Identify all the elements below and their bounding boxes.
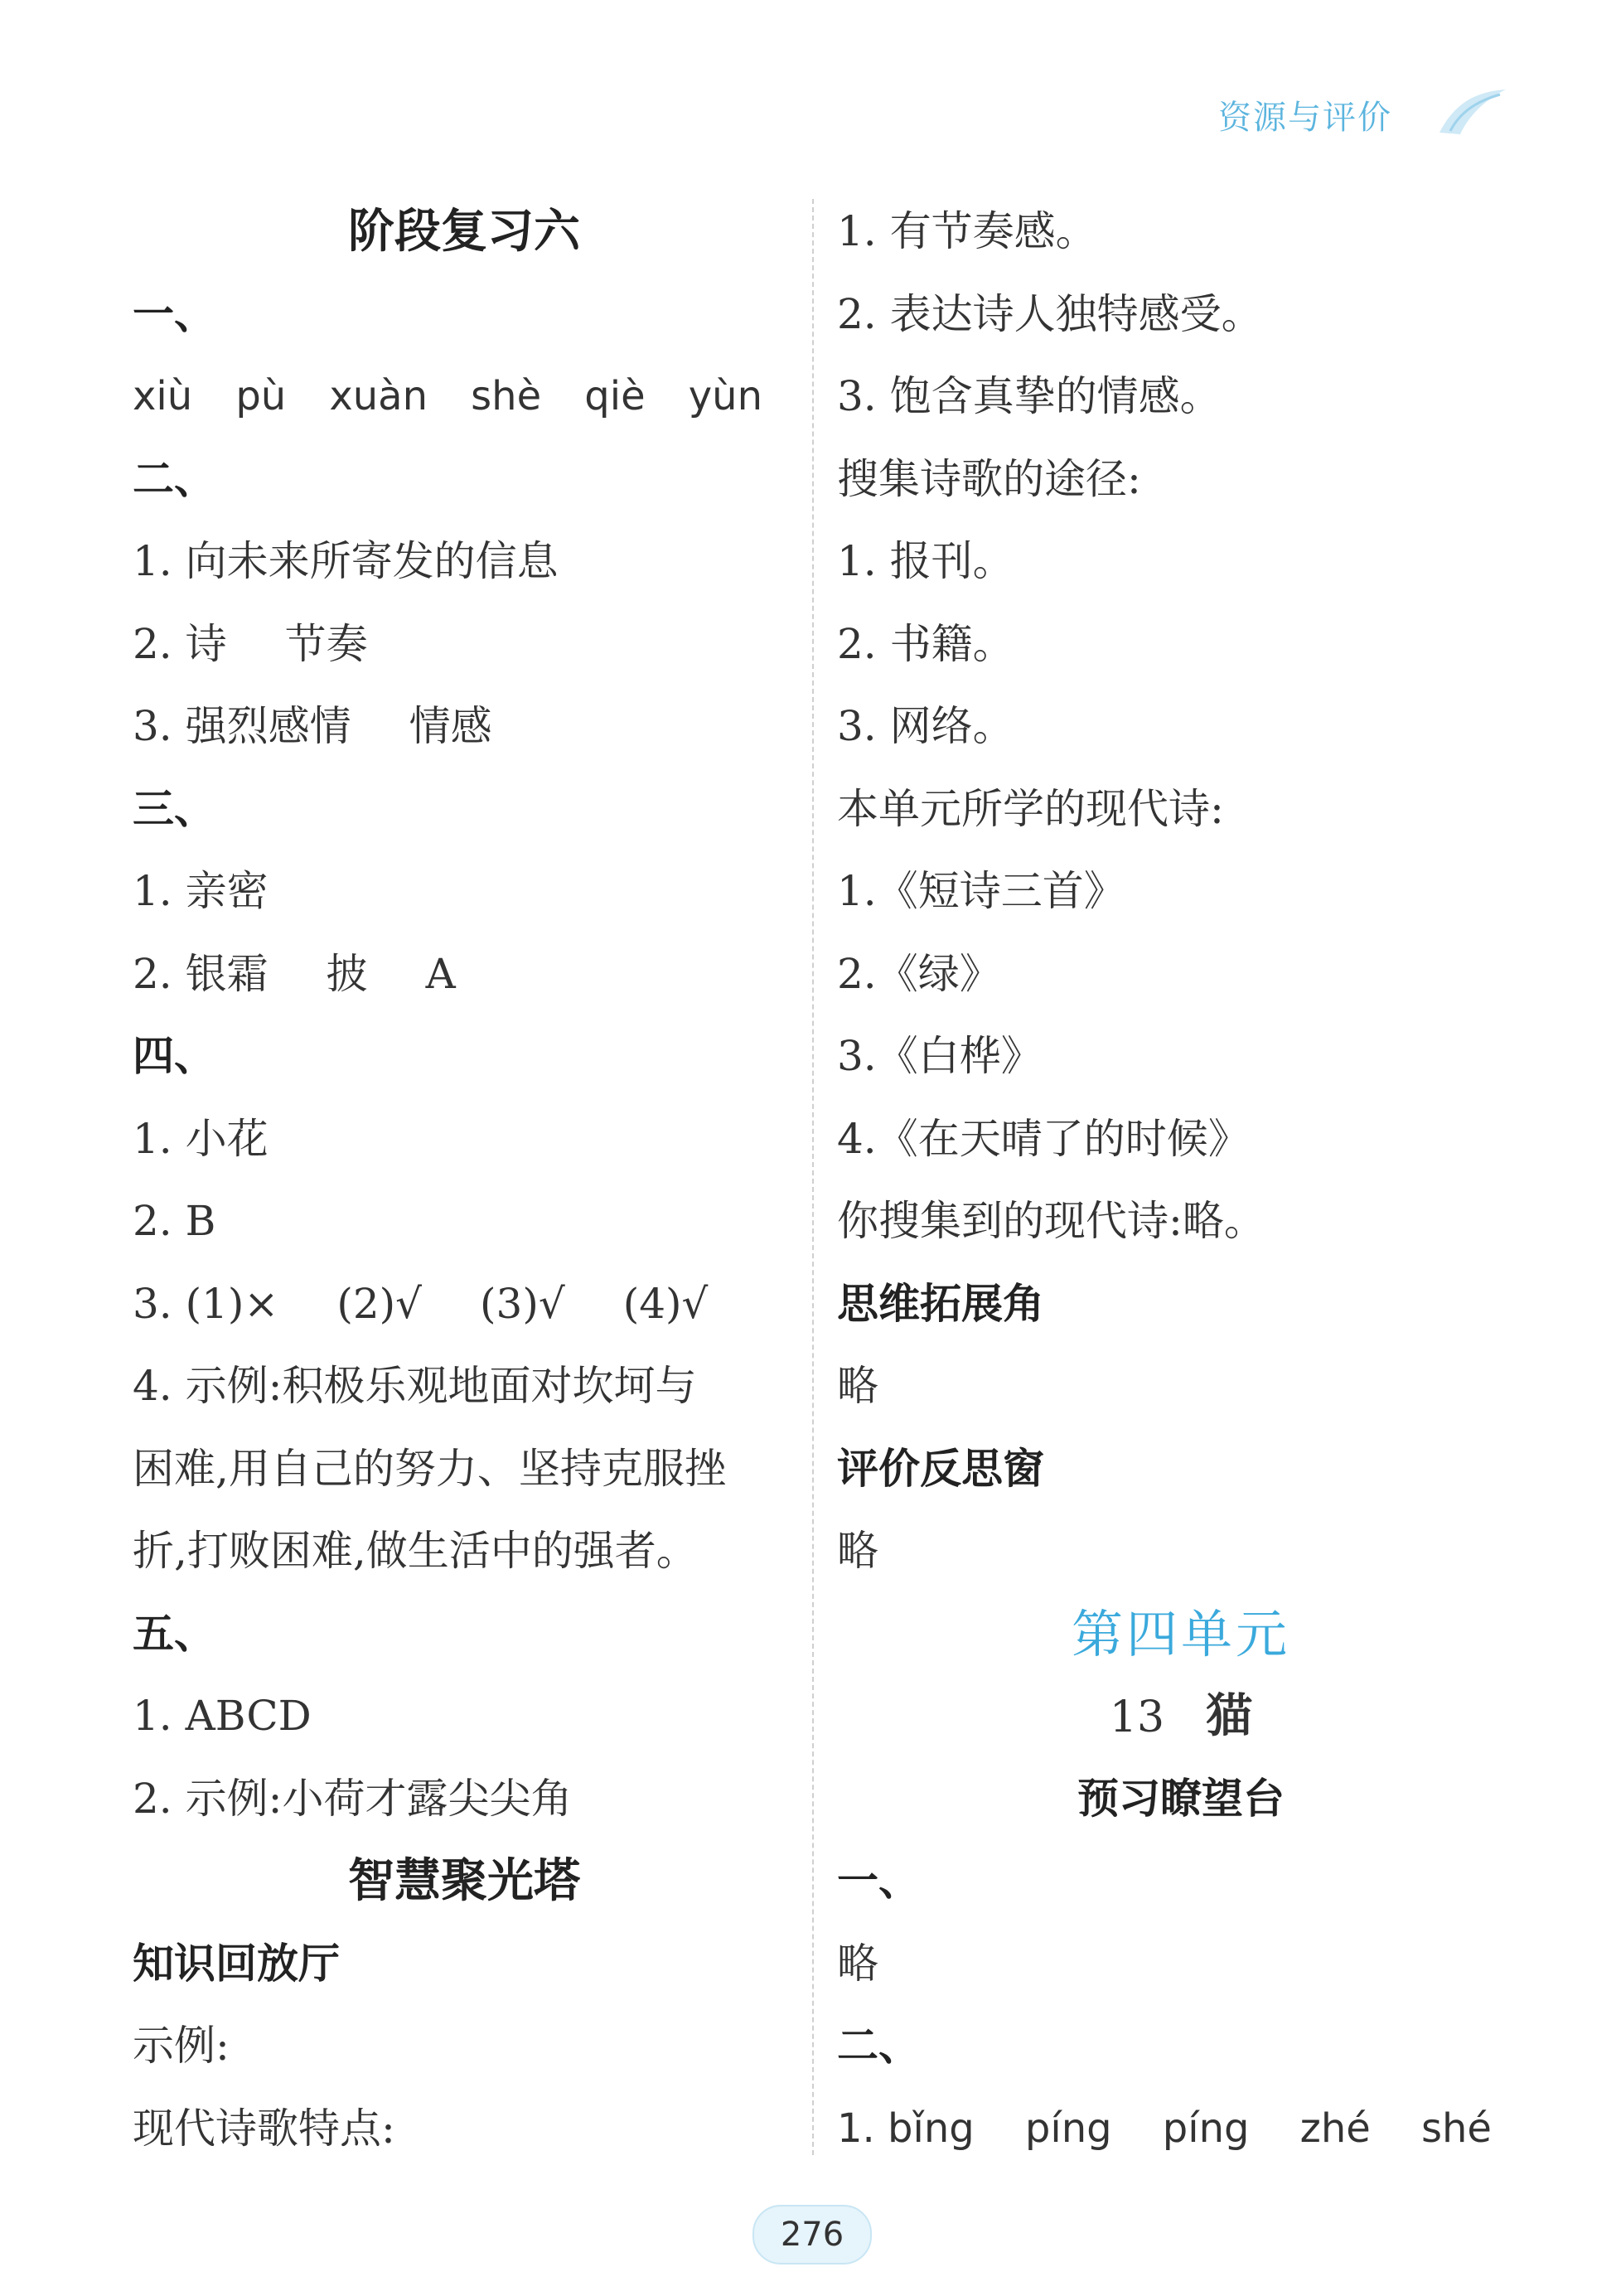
answer-line: 2. 示例:小荷才露尖尖角 (133, 1774, 573, 1823)
answer-line: 2. 表达诗人独特感受。 (837, 289, 1263, 338)
answer-line: 3. 强烈感情 情感 (133, 702, 492, 750)
lesson-title (837, 1675, 1525, 1758)
answer-line: 2. B (133, 1197, 216, 1245)
subsection-title: 评价反思窗 (837, 1444, 1044, 1493)
answer-line: 略 (837, 1527, 878, 1575)
answer-line: 2. 银霜 披 A (133, 949, 456, 998)
answer-line: 1. 亲密 (133, 867, 269, 915)
pinyin: qiè (584, 373, 646, 419)
answer-line: 3.《白桦》 (837, 1032, 1043, 1080)
answer-line: 2.《绿》 (837, 949, 1001, 998)
answer-line: 现代诗歌特点: (133, 2104, 395, 2153)
section-number: 二、 (133, 454, 215, 503)
right-column (837, 191, 1525, 2170)
answer-line: 本单元所学的现代诗: (837, 784, 1224, 833)
header-brand: 资源与评价 (1218, 99, 1392, 137)
leaf-swoosh-icon (1435, 83, 1510, 141)
subsection-title: 知识回放厅 (133, 1939, 340, 1988)
left-column (133, 191, 796, 2170)
answer-line: 4.《在天晴了的时候》 (837, 1114, 1250, 1163)
answer-line: 2. 书籍。 (837, 619, 1014, 668)
pinyin: pù (235, 373, 287, 419)
answer-line: 略 (837, 1362, 878, 1410)
answer-line: 3. (1)× (2)√ (3)√ (4)√ (133, 1279, 709, 1328)
answer-line: 1. 有节奏感。 (837, 207, 1097, 255)
answer-line: 1. 向未来所寄发的信息 (133, 537, 559, 585)
answer-line: 示例: (133, 2022, 230, 2070)
answer-line: 4. 示例:积极乐观地面对坎坷与 (133, 1362, 697, 1410)
section-number: 二、 (837, 2022, 920, 2070)
answer-line: 1. 报刊。 (837, 537, 1014, 585)
pinyin: xiù (133, 373, 193, 419)
pinyin: zhé (1299, 2105, 1371, 2152)
answer-line: 搜集诗歌的途径: (837, 454, 1141, 503)
section-number: 四、 (133, 1032, 215, 1080)
section-number: 一、 (133, 289, 215, 338)
pinyin: shè (471, 373, 542, 419)
lesson-name: 猫 (1206, 1689, 1253, 1743)
pinyin: 1. bǐng (837, 2105, 975, 2152)
answer-line: 困难,用自己的努力、坚持克服挫 (133, 1444, 726, 1493)
answer-line: 3. 饱含真挚的情感。 (837, 372, 1222, 420)
section-title: 智慧聚光塔 (348, 1854, 580, 1908)
pinyin: yùn (688, 373, 762, 419)
answer-line: 2. 诗 节奏 (133, 619, 368, 668)
subsection-title: 预习瞭望台 (1077, 1774, 1285, 1823)
page-number: 276 (752, 2205, 872, 2265)
pinyin: shé (1421, 2105, 1492, 2152)
pinyin-row (837, 2088, 1492, 2171)
section-number: 一、 (837, 1857, 920, 1905)
pinyin: píng (1162, 2105, 1250, 2152)
answer-line: 折,打败困难,做生活中的强者。 (133, 1527, 698, 1575)
answer-line: 1. ABCD (133, 1692, 312, 1740)
subsection-title: 思维拓展角 (837, 1279, 1044, 1328)
answer-line: 3. 网络。 (837, 702, 1014, 750)
section-title: 阶段复习六 (348, 205, 580, 259)
section-number: 五、 (133, 1609, 215, 1658)
answer-line: 略 (837, 1939, 878, 1988)
pinyin: xuàn (329, 373, 428, 419)
answer-line: 你搜集到的现代诗:略。 (837, 1197, 1265, 1245)
pinyin-row (133, 356, 762, 438)
column-divider (812, 199, 814, 2155)
pinyin: píng (1024, 2105, 1112, 2152)
unit-title: 第四单元 (1071, 1603, 1290, 1664)
lesson-number: 13 (1109, 1693, 1165, 1742)
section-number: 三、 (133, 784, 215, 833)
answer-line: 1.《短诗三首》 (837, 867, 1125, 915)
answer-line: 1. 小花 (133, 1114, 269, 1163)
